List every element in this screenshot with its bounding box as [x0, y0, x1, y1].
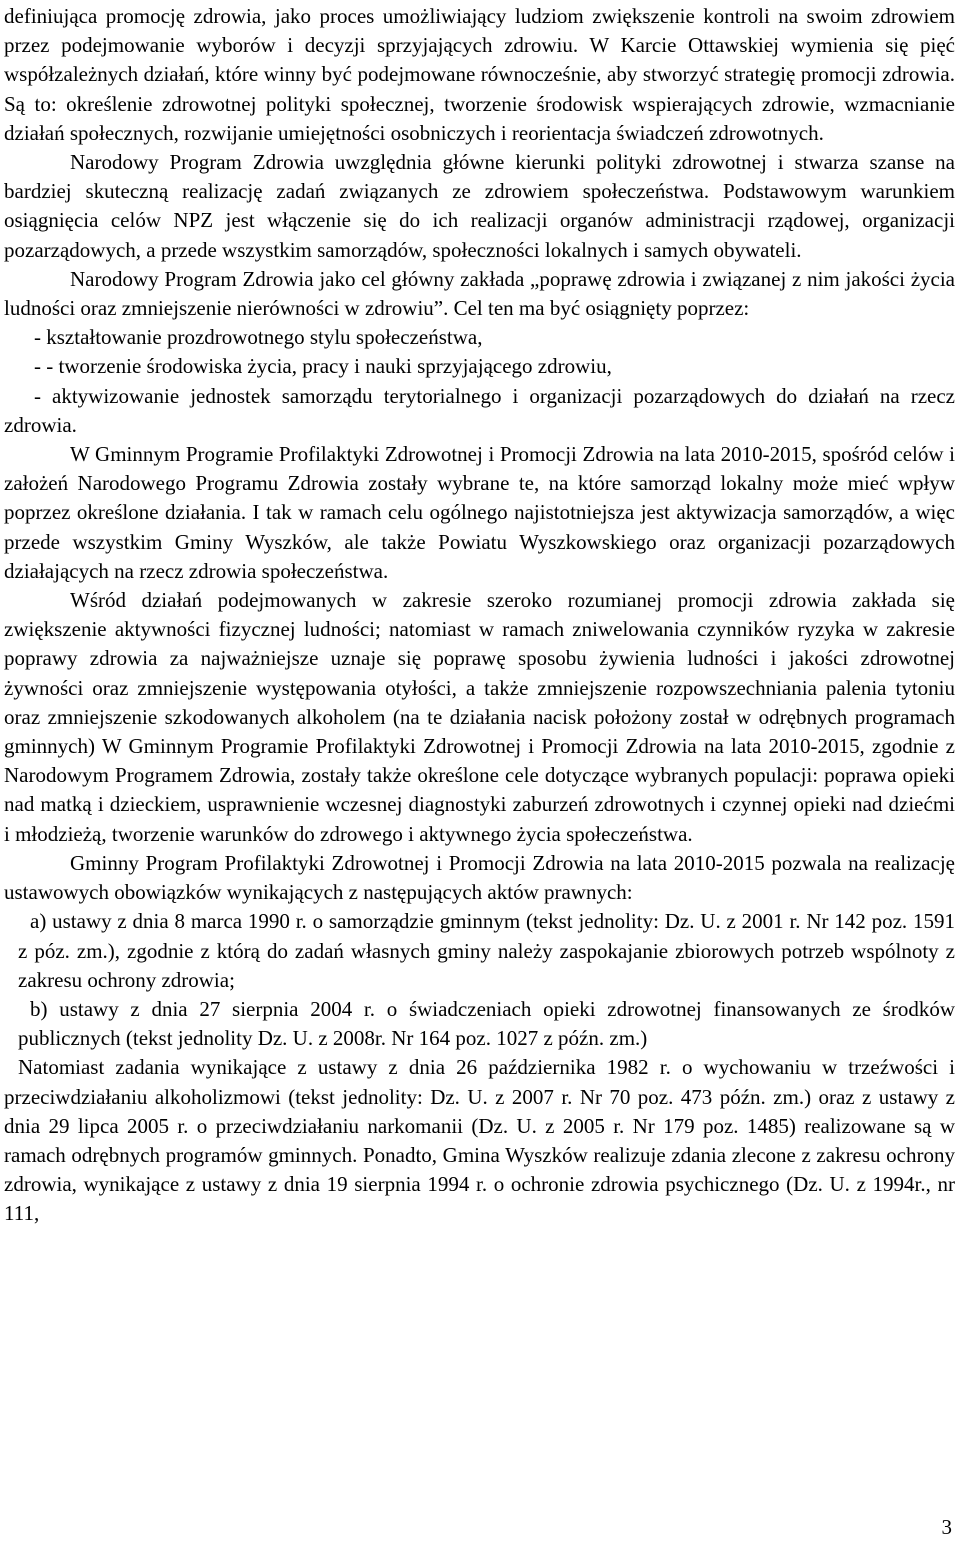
page-number: 3: [941, 1515, 952, 1539]
legal-item-a: a) ustawy z dnia 8 marca 1990 r. o samorządzie gminnym (tekst jednolity: Dz. U. z 2001 r. Nr 142 poz. 1591 z póz. zm.), zgodnie z którą do zadań własnych gminy należy zaspokajanie zbiorowych potrzeb wspólnoty z zakresu ochrony zdrowia;: [18, 909, 955, 992]
list-item-activation: - aktywizowanie jednostek samorządu terytorialnego i organizacji pozarządowych do działań na rzecz zdrowia.: [4, 383, 955, 437]
paragraph-npz-goal: Narodowy Program Zdrowia jako cel główny zakłada „poprawę zdrowia i związanej z nim jakości życia ludności oraz zmniejszenie nierówności w zdrowiu”. Cel ten ma być osiągnięty poprzez:: [4, 266, 955, 321]
list-item-lifestyle: - kształtowanie prozdrowotnego stylu społeczeństwa,: [34, 325, 483, 350]
body-text: [4, 2, 955, 1229]
paragraph-gminny-program-goals: W Gminnym Programie Profilaktyki Zdrowotnej i Promocji Zdrowia na lata 2010-2015, spośród celów i założeń Narodowego Programu Zdrowia zostały wybrane te, na które samorząd lokalny może mieć wpływ poprzez określone działania. I tak w ramach celu ogólnego najistotniejsza jest aktywizacja samorządów, a więc przede wszystkim Gminy Wyszków, ale także Powiatu Wyszkowskiego oraz organizacji pozarządowych działających na rzecz zdrowia społeczeństwa.: [4, 442, 955, 583]
legal-item-b: b) ustawy z dnia 27 sierpnia 2004 r. o świadczeniach opieki zdrowotnej finansowanych ze środków publicznych (tekst jednolity Dz. U. z 2008r. Nr 164 poz. 1027 z późn. zm.): [18, 996, 955, 1051]
paragraph-ottawa-charter: definiująca promocję zdrowia, jako proces umożliwiający ludziom zwiększenie kontroli na swoim zdrowiem przez podejmowanie wyborów i decyzji sprzyjających zdrowiu. W Karcie Ottawskiej wymienia się pięć współzależnych działań, które winny być podejmowane równocześnie, aby stworzyć strategię promocji zdrowia. Są to: określenie zdrowotnej polityki społecznej, tworzenie środowisk wspierających zdrowie, wzmacnianie działań społecznych, rozwijanie umiejętności osobniczych i reorientacja świadczeń zdrowotnych.: [4, 4, 955, 145]
list-item-environment: - - tworzenie środowiska życia, pracy i nauki sprzyjającego zdrowiu,: [34, 354, 612, 379]
paragraph-npz-directions: Narodowy Program Zdrowia uwzględnia główne kierunki polityki zdrowotnej i stwarza szanse na bardziej skuteczną realizację zadań związanych ze zdrowiem społeczeństwa. Podstawowym warunkiem osiągnięcia celów NPZ jest włączenie się do ich realizacji organów administracji rządowej, organizacji pozarządowych, a przede wszystkim samorządów, społeczności lokalnych i samych obywateli.: [4, 150, 955, 262]
paragraph-health-promotion-actions: Wśród działań podejmowanych w zakresie szeroko rozumianej promocji zdrowia zakłada się zwiększenie aktywności fizycznej ludności; natomiast w ramach zniwelowania czynników ryzyka w zakresie poprawy zdrowia za najważniejsze uznaje się poprawę sposobu żywienia ludności i jakości zdrowotnej żywności oraz zmniejszenie występowania otyłości, a także zmniejszenie rozpowszechniania palenia tytoniu oraz zmniejszenie szkodowanych alkoholem (na te działania nacisk położony został w odrębnych programach gminnych) W Gminnym Programie Profilaktyki Zdrowotnej i Promocji Zdrowia na lata 2010-2015, zgodnie z Narodowym Programem Zdrowia, zostały także określone cele dotyczące wybranych populacji: poprawa opieki nad matką i dzieckiem, usprawnienie wczesnej diagnostyki zaburzeń zdrowotnych i czynnej opieki nad dziećmi i młodzieżą, tworzenie warunków do zdrowego i aktywnego życia społeczeństwa.: [4, 588, 955, 846]
paragraph-other-tasks: Natomiast zadania wynikające z ustawy z dnia 26 października 1982 r. o wychowaniu w trzeźwości i przeciwdziałaniu alkoholizmowi (tekst jednolity: Dz. U. z 2007 r. Nr 70 poz. 473 późn. zm.) oraz z ustawy z dnia 29 lipca 2005 r. o przeciwdziałaniu narkomanii (Dz. U. z 2005 r. Nr 179 poz. 1485) realizowane są w ramach odrębnych programów gminnych. Ponadto, Gmina Wyszków realizuje zdania zlecone z zakresu ochrony zdrowia, wynikające z ustawy z dnia 19 sierpnia 1994 r. o ochronie zdrowia psychicznego (Dz. U. z 1994r., nr 111,: [4, 1055, 955, 1226]
paragraph-legal-basis: Gminny Program Profilaktyki Zdrowotnej i Promocji Zdrowia na lata 2010-2015 pozwala na realizację ustawowych obowiązków wynikających z następujących aktów prawnych:: [4, 850, 955, 905]
